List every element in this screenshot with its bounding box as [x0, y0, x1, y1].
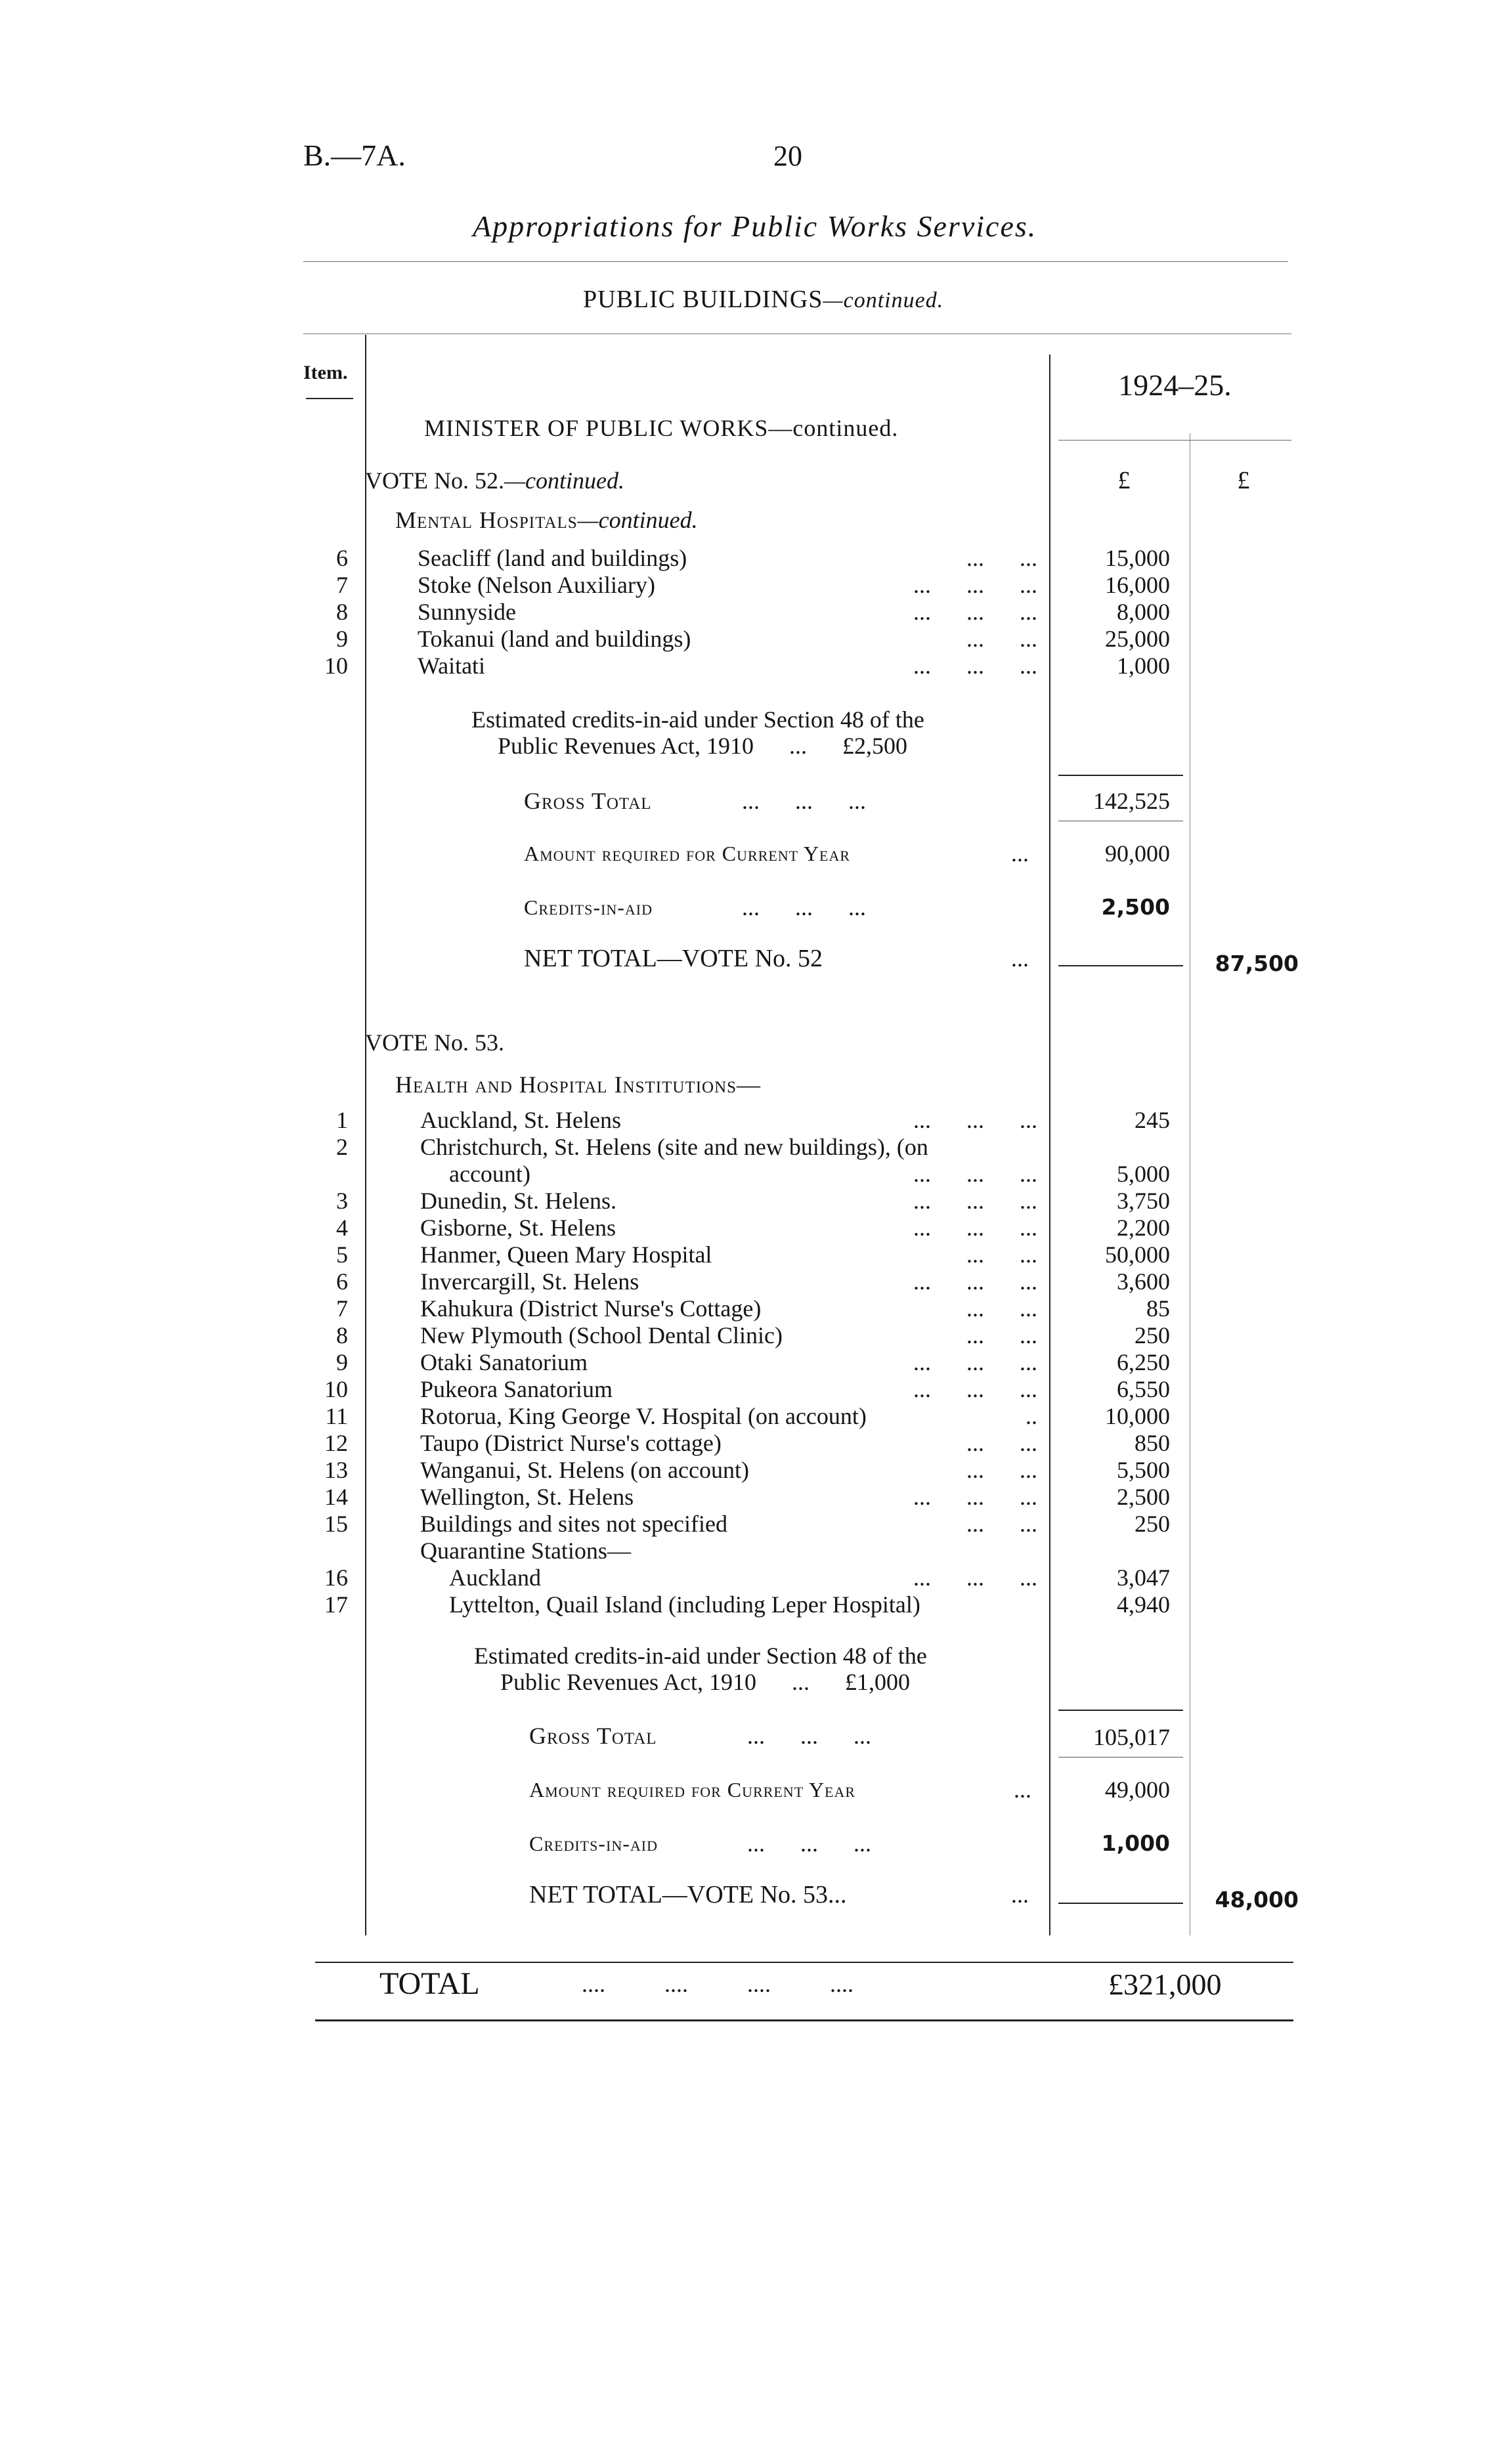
- vote-53-gross-total-dots: ... ... ...: [747, 1723, 871, 1749]
- minister-heading: MINISTER OF PUBLIC WORKS—continued.: [424, 415, 899, 441]
- line-item-label: Rotorua, King George V. Hospital (on account): [420, 1403, 867, 1429]
- vote-53-gross-total: 105,017: [1093, 1724, 1170, 1750]
- health-institutions-heading: Health and Hospital Institutions—: [395, 1071, 762, 1098]
- vote-52-gross-total-label: [524, 788, 652, 814]
- item-column-divider: [365, 335, 366, 1935]
- line-item-amount: 10,000: [1105, 1403, 1170, 1429]
- line-item-label: Pukeora Sanatorium: [420, 1376, 613, 1402]
- section-suffix: —continued.: [823, 288, 944, 313]
- line-item-amount: 3,047: [1117, 1564, 1170, 1591]
- vote-52-gross-total: 142,525: [1093, 788, 1170, 814]
- item-number: 17: [324, 1591, 348, 1618]
- line-item-amount: 4,940: [1117, 1591, 1170, 1618]
- item-column-header: Item.: [303, 362, 348, 383]
- line-item-amount: 3,750: [1117, 1188, 1170, 1214]
- vote-53-net-total: 48,000: [1215, 1887, 1299, 1912]
- vote-52-amount-required: 90,000: [1105, 840, 1170, 867]
- item-number: 9: [336, 626, 348, 652]
- line-item-label: Gisborne, St. Helens: [420, 1215, 616, 1241]
- page-number: 20: [773, 140, 802, 172]
- leader-dots: ... ... ...: [913, 1349, 1037, 1375]
- line-item-label: Stoke (Nelson Auxiliary): [418, 572, 655, 598]
- leader-dots: ... ... ...: [913, 1564, 1037, 1591]
- grand-total-bottom-rule: [315, 2019, 1293, 2021]
- leader-dots: ... ... ...: [913, 1376, 1037, 1402]
- grand-total-dots: .... .... .... ....: [582, 1971, 853, 1997]
- line-item-label: Sunnyside: [418, 599, 517, 625]
- vote-53-amount-required: 49,000: [1105, 1777, 1170, 1803]
- vote-52-gross-rule: [1058, 775, 1183, 776]
- line-item-label: Wellington, St. Helens: [420, 1484, 634, 1510]
- leader-dots: ... ... ...: [913, 1268, 1037, 1295]
- vote-53-net-total-label: NET TOTAL—VOTE No. 53...: [529, 1881, 847, 1908]
- vote-53-amount-required-label: Amount required for Current Year: [529, 1778, 856, 1801]
- item-number: 3: [336, 1188, 348, 1214]
- item-number: 13: [324, 1457, 348, 1483]
- line-item-amount: 25,000: [1105, 626, 1170, 652]
- item-number: 5: [336, 1241, 348, 1268]
- line-item-label: Seacliff (land and buildings): [418, 545, 687, 571]
- line-item-label: Hanmer, Queen Mary Hospital: [420, 1241, 712, 1268]
- vote-52-credits-note-line1: Estimated credits-in-aid under Section 48 of the: [471, 706, 924, 733]
- line-item-amount: 6,250: [1117, 1349, 1170, 1375]
- item-number: 8: [336, 1322, 348, 1348]
- section-heading: [583, 285, 943, 314]
- item-number: 1: [336, 1107, 348, 1133]
- line-item-amount: 3,600: [1117, 1268, 1170, 1295]
- line-item-amount: 250: [1134, 1511, 1170, 1537]
- line-item-label: Dunedin, St. Helens.: [420, 1188, 616, 1214]
- vote-52-credits-note-line2: Public Revenues Act, 1910 ... £2,500: [498, 733, 907, 759]
- line-item-amount: 850: [1134, 1430, 1170, 1456]
- vote-52-credits-label: Credits-in-aid: [524, 895, 653, 919]
- vote-53-amount-required-dots: ...: [1014, 1777, 1031, 1803]
- gross-total-label-text: Gross Total: [524, 788, 652, 814]
- leader-dots: ... ... ...: [913, 1107, 1037, 1133]
- mental-hospitals-suffix: —continued.: [577, 507, 698, 533]
- vote-52-suffix: —continued.: [504, 467, 624, 494]
- line-item-amount: 50,000: [1105, 1241, 1170, 1268]
- leader-dots: ... ...: [966, 545, 1037, 571]
- leader-dots: ... ... ...: [913, 1188, 1037, 1214]
- leader-dots: ... ... ...: [913, 1215, 1037, 1241]
- item-number: 7: [336, 572, 348, 598]
- line-item-amount: 16,000: [1105, 572, 1170, 598]
- pound-header-net: £: [1237, 467, 1250, 494]
- item-header-underline: [306, 398, 353, 399]
- line-item-label: Waitati: [418, 653, 486, 679]
- document-reference: B.—7A.: [303, 139, 406, 172]
- leader-dots: ... ... ...: [913, 1484, 1037, 1510]
- line-item-amount: 5,000: [1117, 1161, 1170, 1187]
- leader-dots: ... ... ...: [913, 599, 1037, 625]
- vote-52-net-total: 87,500: [1215, 951, 1299, 976]
- item-number: 16: [324, 1564, 348, 1591]
- vote-53-heading: VOTE No. 53.: [365, 1029, 504, 1056]
- line-item-amount: 1,000: [1117, 653, 1170, 679]
- grand-total-amount: £321,000: [1108, 1968, 1222, 2001]
- grand-total-label: TOTAL: [379, 1966, 480, 2001]
- leader-dots: ... ... ...: [913, 1161, 1037, 1187]
- year-subheader-rule: [1058, 440, 1291, 441]
- vote-52-net-total-dots: ...: [1011, 945, 1029, 972]
- line-item-label: Invercargill, St. Helens: [420, 1268, 639, 1295]
- title-rule: [303, 261, 1288, 262]
- page-title: Appropriations for Public Works Services.: [473, 209, 1037, 243]
- line-item-label: Quarantine Stations—: [420, 1538, 631, 1564]
- item-number: 9: [336, 1349, 348, 1375]
- leader-dots: ..: [1026, 1403, 1037, 1429]
- vote-53-credits-note-line1: Estimated credits-in-aid under Section 48 of the: [474, 1643, 927, 1669]
- line-item-label: Buildings and sites not specified: [420, 1511, 727, 1537]
- line-item-label: Kahukura (District Nurse's Cottage): [420, 1295, 762, 1322]
- line-item-amount: 245: [1134, 1107, 1170, 1133]
- vote-53-credits-label: Credits-in-aid: [529, 1832, 658, 1855]
- leader-dots: ... ... ...: [913, 653, 1037, 679]
- line-item-amount: 6,550: [1117, 1376, 1170, 1402]
- leader-dots: ... ...: [966, 1241, 1037, 1268]
- section-title: PUBLIC BUILDINGS: [583, 286, 823, 313]
- line-item-amount: 8,000: [1117, 599, 1170, 625]
- line-item-amount: 2,500: [1117, 1484, 1170, 1510]
- item-number: 6: [336, 1268, 348, 1295]
- vote-52-credits: 2,500: [1101, 894, 1170, 920]
- leader-dots: ... ...: [966, 1457, 1037, 1483]
- leader-dots: ... ...: [966, 1511, 1037, 1537]
- pound-header-amounts: £: [1117, 467, 1131, 494]
- vote-53-net-rule: [1058, 1903, 1183, 1904]
- vote-53-gross-rule: [1058, 1710, 1183, 1711]
- year-column-divider: [1049, 355, 1050, 1935]
- line-item-amount: 5,500: [1117, 1457, 1170, 1483]
- line-item-label: Auckland: [449, 1564, 541, 1591]
- line-item-amount: 2,200: [1117, 1215, 1170, 1241]
- line-item-label: Christchurch, St. Helens (site and new buildings), (on: [420, 1134, 928, 1160]
- vote-52-title: VOTE No. 52.: [365, 467, 504, 494]
- line-item-label: Tokanui (land and buildings): [418, 626, 691, 652]
- line-item-label: Lyttelton, Quail Island (including Leper Hospital): [449, 1591, 920, 1618]
- vote-53-net-total-dots: ...: [1011, 1882, 1029, 1908]
- item-number: 15: [324, 1511, 348, 1537]
- leader-dots: ... ...: [966, 626, 1037, 652]
- line-item-amount: 15,000: [1105, 545, 1170, 571]
- vote-52-heading: [365, 467, 624, 494]
- leader-dots: ... ...: [966, 1430, 1037, 1456]
- leader-dots: ... ...: [966, 1295, 1037, 1322]
- item-number: 12: [324, 1430, 348, 1456]
- vote-52-net-total-label: NET TOTAL—VOTE No. 52: [524, 945, 823, 972]
- item-number: 11: [325, 1403, 348, 1429]
- line-item-label: Auckland, St. Helens: [420, 1107, 621, 1133]
- vote-52-amount-required-dots: ...: [1011, 840, 1029, 867]
- vote-53-credits-note-line2: Public Revenues Act, 1910 ... £1,000: [500, 1669, 910, 1695]
- year-column-header: 1924–25.: [1118, 368, 1232, 402]
- item-number: 7: [336, 1295, 348, 1322]
- mental-hospitals-heading: [395, 507, 698, 533]
- line-item-label: account): [449, 1161, 530, 1187]
- item-number: 4: [336, 1215, 348, 1241]
- mental-hospitals-title: Mental Hospitals: [395, 507, 578, 533]
- line-item-label: Taupo (District Nurse's cottage): [420, 1430, 722, 1456]
- leader-dots: ... ... ...: [913, 572, 1037, 598]
- item-number: 10: [324, 1376, 348, 1402]
- item-number: 8: [336, 599, 348, 625]
- vote-52-gross-total-dots: ... ... ...: [742, 788, 866, 814]
- line-item-label: New Plymouth (School Dental Clinic): [420, 1322, 783, 1348]
- item-number: 10: [324, 653, 348, 679]
- line-item-amount: 250: [1134, 1322, 1170, 1348]
- item-number: 2: [336, 1134, 348, 1160]
- vote-53-credits-dots: ... ... ...: [747, 1830, 871, 1857]
- item-number: 6: [336, 545, 348, 571]
- vote-53-gross-total-label: Gross Total: [529, 1723, 657, 1749]
- vote-52-net-rule: [1058, 965, 1183, 966]
- vote-52-amount-required-label: Amount required for Current Year: [524, 842, 851, 865]
- line-item-label: Otaki Sanatorium: [420, 1349, 588, 1375]
- item-number: 14: [324, 1484, 348, 1510]
- line-item-amount: 85: [1146, 1295, 1170, 1322]
- leader-dots: ... ...: [966, 1322, 1037, 1348]
- grand-total-top-rule: [315, 1962, 1293, 1963]
- vote-52-credits-dots: ... ... ...: [742, 894, 866, 920]
- vote-53-credits: 1,000: [1101, 1830, 1170, 1856]
- line-item-label: Wanganui, St. Helens (on account): [420, 1457, 749, 1483]
